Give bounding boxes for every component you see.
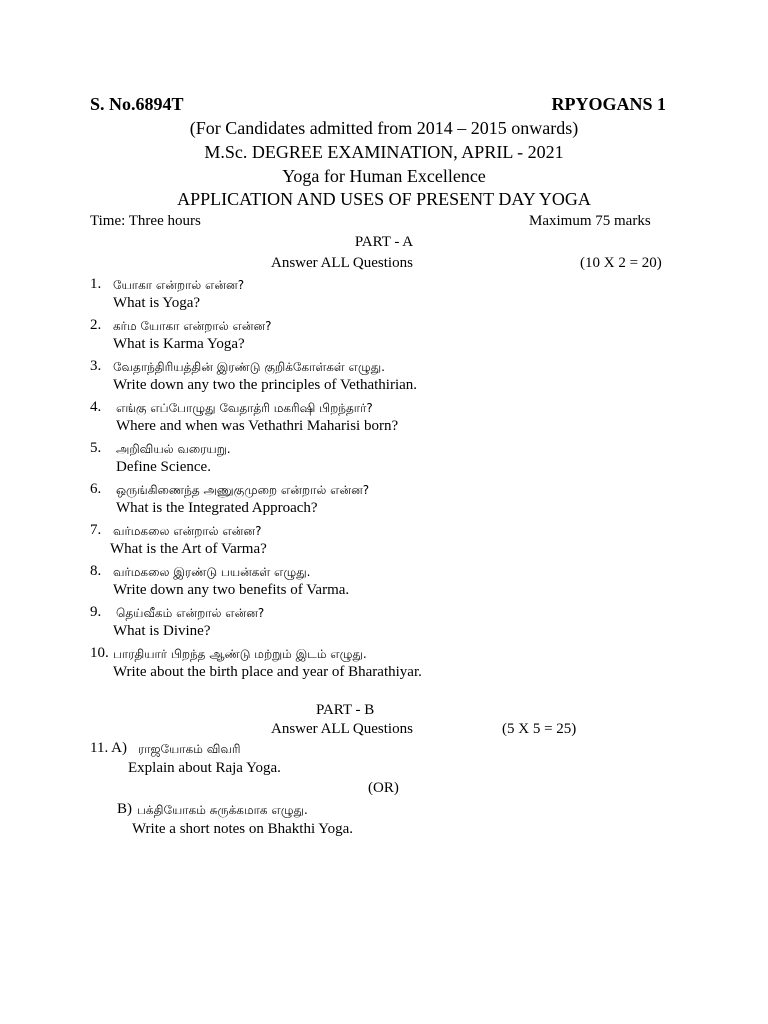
question-number: 2. — [90, 317, 102, 333]
question-number: 11. A) — [90, 740, 127, 756]
question-tamil: வேதாந்திரியத்தின் இரண்டு குறிக்கோள்கள் எழுது. — [113, 360, 385, 374]
question-tamil: கர்ம யோகா என்றால் என்ன? — [113, 319, 272, 333]
question-tamil: ராஜயோகம் விவரி — [138, 742, 241, 756]
time-allowed: Time: Three hours — [90, 213, 201, 229]
question-tamil: அறிவியல் வரையறு. — [116, 442, 231, 456]
question-english: What is the Art of Varma? — [110, 541, 267, 557]
question-number: 8. — [90, 563, 102, 579]
question-tamil: பக்தியோகம் சுருக்கமாக எழுது. — [137, 803, 308, 817]
part-a-marks: (10 X 2 = 20) — [580, 255, 662, 271]
question-number: 9. — [90, 604, 102, 620]
question-english: Write about the birth place and year of Bharathiyar. — [113, 664, 422, 680]
exam-title: M.Sc. DEGREE EXAMINATION, APRIL - 2021 — [204, 142, 564, 162]
part-a-instruction: Answer ALL Questions — [271, 255, 413, 271]
or-separator: (OR) — [368, 780, 399, 796]
question-tamil: ஒருங்கிணைந்த அணுகுமுறை என்றால் என்ன? — [116, 483, 370, 497]
question-number: 5. — [90, 440, 102, 456]
part-b-instruction: Answer ALL Questions — [271, 721, 413, 737]
question-number: B) — [117, 801, 132, 817]
paper-title: APPLICATION AND USES OF PRESENT DAY YOGA — [177, 189, 591, 209]
question-tamil: யோகா என்றால் என்ன? — [113, 278, 245, 292]
question-tamil: எங்கு எப்போழுது வேதாத்ரி மகரிஷி பிறந்தார்? — [116, 401, 373, 415]
question-english: Explain about Raja Yoga. — [128, 760, 281, 776]
question-tamil: வர்மகலை என்றால் என்ன? — [113, 524, 262, 538]
question-english: Where and when was Vethathri Maharisi born? — [116, 418, 399, 434]
part-b-title: PART - B — [316, 702, 375, 718]
question-tamil: வர்மகலை இரண்டு பயன்கள் எழுது. — [113, 565, 311, 579]
question-english: Write down any two benefits of Varma. — [113, 582, 350, 598]
question-number: 10. — [90, 645, 109, 661]
paper-code: RPYOGANS 1 — [551, 94, 666, 114]
question-number: 6. — [90, 481, 102, 497]
maximum-marks: Maximum 75 marks — [529, 213, 651, 229]
question-number: 3. — [90, 358, 102, 374]
question-english: Write a short notes on Bhakthi Yoga. — [132, 821, 354, 837]
question-english: What is Yoga? — [113, 295, 201, 311]
question-english: Write down any two the principles of Vethathirian. — [113, 377, 418, 393]
question-number: 1. — [90, 276, 102, 292]
candidates-note: (For Candidates admitted from 2014 – 2015 onwards) — [189, 118, 579, 138]
question-tamil: பாரதியார் பிறந்த ஆண்டு மற்றும் இடம் எழுது. — [113, 647, 367, 661]
question-english: What is Divine? — [113, 623, 211, 639]
question-tamil: தெய்வீகம் என்றால் என்ன? — [116, 606, 265, 620]
serial-number: S. No.6894T — [90, 94, 184, 114]
subject-title: Yoga for Human Excellence — [282, 166, 486, 186]
part-a-title: PART - A — [354, 234, 414, 250]
question-number: 4. — [90, 399, 102, 415]
question-number: 7. — [90, 522, 102, 538]
question-english: What is Karma Yoga? — [113, 336, 245, 352]
question-english: What is the Integrated Approach? — [116, 500, 318, 516]
part-b-marks: (5 X 5 = 25) — [502, 721, 577, 737]
question-english: Define Science. — [116, 459, 211, 475]
